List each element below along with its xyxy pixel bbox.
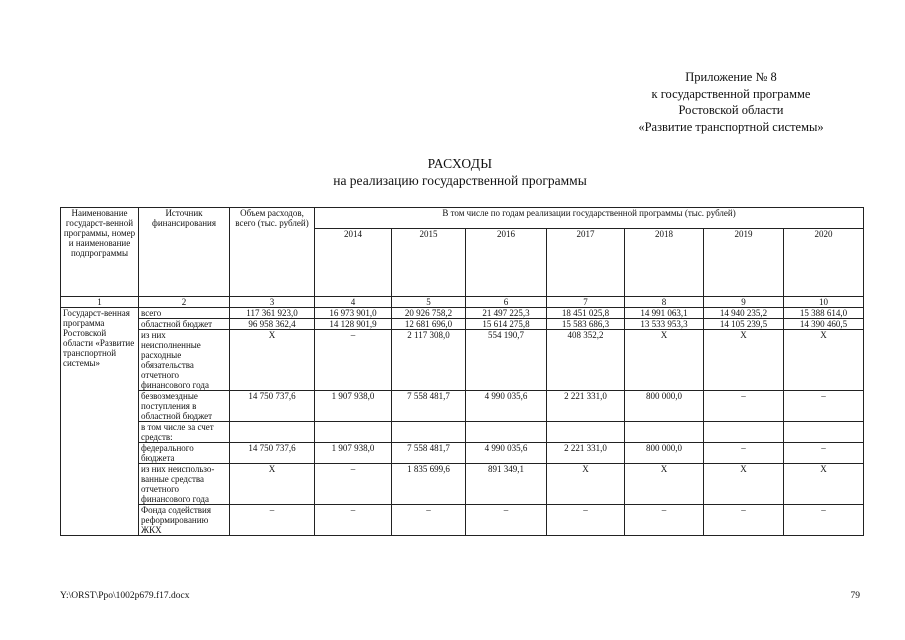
value-cell: 14 390 460,5 xyxy=(784,319,864,330)
value-cell: – xyxy=(704,391,784,422)
value-cell: 15 614 275,8 xyxy=(466,319,547,330)
value-cell: 7 558 481,7 xyxy=(392,391,466,422)
value-cell: 891 349,1 xyxy=(466,464,547,505)
column-index: 2 xyxy=(139,297,230,308)
table-row xyxy=(61,330,864,391)
column-index: 10 xyxy=(784,297,864,308)
source-cell: из них неиспользо-ванные средства отчетного финансового года xyxy=(139,464,230,505)
header-year: 2015 xyxy=(392,229,466,297)
column-index: 3 xyxy=(230,297,315,308)
value-cell: – xyxy=(784,505,864,536)
value-cell: 1 907 938,0 xyxy=(315,443,392,464)
value-cell: X xyxy=(625,464,704,505)
value-cell: – xyxy=(704,505,784,536)
column-index: 4 xyxy=(315,297,392,308)
title-line-1: РАСХОДЫ xyxy=(427,156,493,171)
table-row xyxy=(61,319,864,330)
value-cell: 96 958 362,4 xyxy=(230,319,315,330)
value-cell: – xyxy=(466,505,547,536)
file-path-footer: Y:\ORST\Ppo\1002p679.f17.docx xyxy=(60,591,190,601)
value-cell xyxy=(392,422,466,443)
value-cell xyxy=(625,422,704,443)
value-cell: 14 991 063,1 xyxy=(625,308,704,319)
header-source-column: Источник финансирования xyxy=(139,208,230,297)
appendix-line-1: Приложение № 8 xyxy=(685,70,777,84)
value-cell: 408 352,2 xyxy=(547,330,625,391)
source-cell: безвозмездные поступления в областной бюджет xyxy=(139,391,230,422)
value-cell: 14 750 737,6 xyxy=(230,391,315,422)
value-cell: 1 835 699,6 xyxy=(392,464,466,505)
value-cell: – xyxy=(230,505,315,536)
value-cell: 15 583 686,3 xyxy=(547,319,625,330)
value-cell: – xyxy=(704,443,784,464)
program-name-cell: Государст-венная программа Ростовской области «Развитие транспортной системы» xyxy=(61,308,139,536)
value-cell xyxy=(230,422,315,443)
value-cell: X xyxy=(625,330,704,391)
value-cell: – xyxy=(784,391,864,422)
header-year: 2019 xyxy=(704,229,784,297)
value-cell: X xyxy=(704,464,784,505)
value-cell: 21 497 225,3 xyxy=(466,308,547,319)
header-name-column: Наименование государст-венной программы, номер и наименование подпрограммы xyxy=(61,208,139,297)
value-cell: X xyxy=(784,330,864,391)
value-cell: 14 750 737,6 xyxy=(230,443,315,464)
appendix-line-4: «Развитие транспортной системы» xyxy=(638,119,824,134)
value-cell: 4 990 035,6 xyxy=(466,391,547,422)
value-cell: 14 940 235,2 xyxy=(704,308,784,319)
value-cell: – xyxy=(392,505,466,536)
source-cell: федерального бюджета xyxy=(139,443,230,464)
header-year: 2016 xyxy=(466,229,547,297)
appendix-line-3: Ростовской области xyxy=(678,103,784,117)
value-cell: X xyxy=(704,330,784,391)
header-year: 2020 xyxy=(784,229,864,297)
value-cell: – xyxy=(315,505,392,536)
source-cell: всего xyxy=(139,308,230,319)
value-cell: – xyxy=(315,330,392,391)
value-cell: 7 558 481,7 xyxy=(392,443,466,464)
value-cell: X xyxy=(784,464,864,505)
expenses-table xyxy=(60,207,864,536)
column-index: 7 xyxy=(547,297,625,308)
source-cell: областной бюджет xyxy=(139,319,230,330)
header-year: 2018 xyxy=(625,229,704,297)
column-index: 8 xyxy=(625,297,704,308)
value-cell: 554 190,7 xyxy=(466,330,547,391)
table-row xyxy=(61,308,864,319)
value-cell xyxy=(315,422,392,443)
table-row xyxy=(61,391,864,422)
value-cell: 2 117 308,0 xyxy=(392,330,466,391)
value-cell: – xyxy=(784,443,864,464)
value-cell: 800 000,0 xyxy=(625,391,704,422)
value-cell xyxy=(784,422,864,443)
value-cell: – xyxy=(315,464,392,505)
appendix-line-2: к государственной программе xyxy=(651,86,811,101)
page-number: 79 xyxy=(850,591,860,601)
header-year: 2017 xyxy=(547,229,625,297)
table-row xyxy=(61,505,864,536)
value-cell: 1 907 938,0 xyxy=(315,391,392,422)
value-cell: – xyxy=(625,505,704,536)
table-row xyxy=(61,464,864,505)
value-cell: 15 388 614,0 xyxy=(784,308,864,319)
column-index-row xyxy=(61,297,864,308)
source-cell: в том числе за счет средств: xyxy=(139,422,230,443)
value-cell: X xyxy=(230,464,315,505)
value-cell: 14 105 239,5 xyxy=(704,319,784,330)
header-total-column: Объем расходов, всего (тыс. рублей) xyxy=(230,208,315,297)
column-index: 9 xyxy=(704,297,784,308)
column-index: 1 xyxy=(61,297,139,308)
value-cell: 18 451 025,8 xyxy=(547,308,625,319)
value-cell: 20 926 758,2 xyxy=(392,308,466,319)
value-cell: 2 221 331,0 xyxy=(547,443,625,464)
header-year: 2014 xyxy=(315,229,392,297)
value-cell: 800 000,0 xyxy=(625,443,704,464)
appendix-caption xyxy=(600,69,862,135)
value-cell: 12 681 696,0 xyxy=(392,319,466,330)
table-row xyxy=(61,422,864,443)
value-cell: X xyxy=(547,464,625,505)
value-cell: – xyxy=(547,505,625,536)
value-cell: 16 973 901,0 xyxy=(315,308,392,319)
header-years-group: В том числе по годам реализации государственной программы (тыс. рублей) xyxy=(315,208,864,229)
document-title xyxy=(250,155,670,189)
value-cell xyxy=(547,422,625,443)
value-cell xyxy=(704,422,784,443)
column-index: 6 xyxy=(466,297,547,308)
source-cell: Фонда содействия реформированию ЖКХ xyxy=(139,505,230,536)
value-cell: 14 128 901,9 xyxy=(315,319,392,330)
source-cell: из них неисполненные расходные обязательства отчетного финансового года xyxy=(139,330,230,391)
value-cell: 117 361 923,0 xyxy=(230,308,315,319)
column-index: 5 xyxy=(392,297,466,308)
value-cell: 4 990 035,6 xyxy=(466,443,547,464)
value-cell: 2 221 331,0 xyxy=(547,391,625,422)
title-line-2: на реализацию государственной программы xyxy=(333,173,587,188)
table-row xyxy=(61,443,864,464)
value-cell xyxy=(466,422,547,443)
value-cell: X xyxy=(230,330,315,391)
value-cell: 13 533 953,3 xyxy=(625,319,704,330)
